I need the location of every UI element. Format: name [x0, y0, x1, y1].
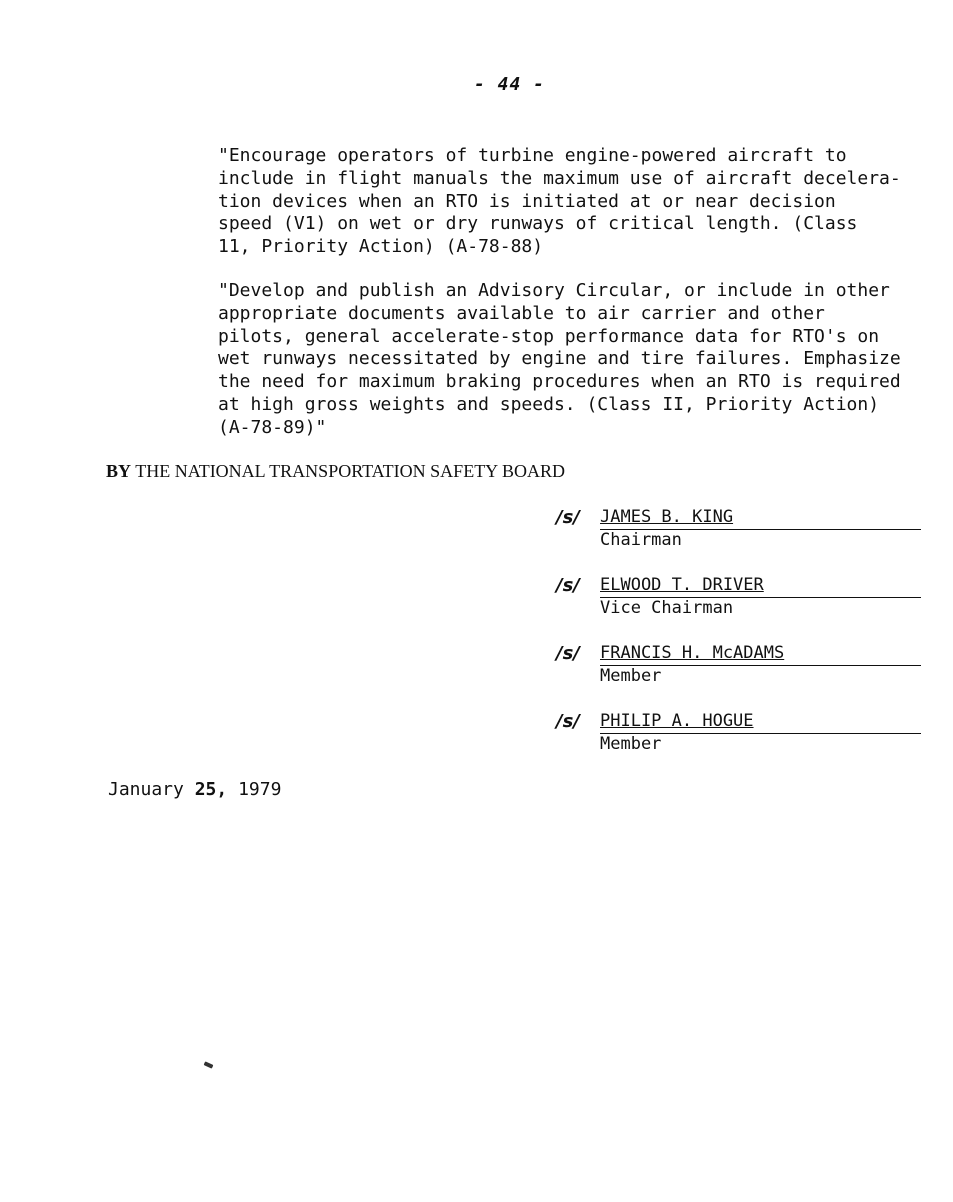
signature-mark: /s/ [556, 711, 580, 732]
text-line: wet runways necessitated by engine and tire failures. Emphasize [218, 348, 901, 370]
signature-mark: /s/ [556, 507, 580, 528]
signature-block [556, 507, 921, 553]
signatory-title: Chairman [600, 530, 682, 550]
signature-line [600, 643, 921, 666]
text-line: (A-78-89)" [218, 416, 327, 438]
signature-block [556, 643, 921, 689]
scan-speck [204, 1061, 214, 1068]
text-line: "Encourage operators of turbine engine-powered aircraft to [218, 145, 847, 166]
text-line: pilots, general accelerate-stop performance data for RTO's on [218, 325, 880, 347]
text-line: tion devices when an RTO is initiated at or near decision [218, 190, 836, 212]
recommendation-a-78-88 [218, 145, 948, 259]
signature-line [600, 711, 921, 734]
text-line: appropriate documents available to air carrier and other [218, 302, 825, 324]
signatory-name: FRANCIS H. McADAMS [600, 643, 785, 663]
page-number: - 44 - [474, 74, 546, 95]
signature-mark: /s/ [556, 575, 580, 596]
signatory-title: Member [600, 666, 662, 686]
date-year: 1979 [238, 779, 282, 800]
text-line: "Develop and publish an Advisory Circular, or include in other [218, 280, 890, 301]
signatory-title: Member [600, 734, 662, 754]
signatory-name: ELWOOD T. DRIVER [600, 575, 764, 595]
recommendation-a-78-89 [218, 280, 948, 440]
signatory-name: PHILIP A. HOGUE [600, 711, 754, 731]
text-line: 11, Priority Action) (A-78-88) [218, 236, 544, 258]
signature-line [600, 507, 921, 530]
board-by: BY [106, 461, 132, 481]
document-date [108, 779, 281, 800]
signature-mark: /s/ [556, 643, 580, 664]
text-line: include in flight manuals the maximum use of aircraft decelera- [218, 167, 901, 189]
signatory-name: JAMES B. KING [600, 507, 734, 527]
text-line: speed (V1) on wet or dry runways of critical length. (Class [218, 213, 858, 235]
text-line: at high gross weights and speeds. (Class II, Priority Action) [218, 393, 880, 415]
signature-line [600, 575, 921, 598]
signatory-title: Vice Chairman [600, 598, 734, 618]
date-day: 25, [194, 779, 228, 800]
signature-block [556, 711, 921, 757]
board-name: THE NATIONAL TRANSPORTATION SAFETY BOARD [135, 461, 566, 481]
board-attribution [106, 461, 565, 482]
text-line: the need for maximum braking procedures when an RTO is required [218, 371, 901, 393]
signature-block [556, 575, 921, 621]
date-month: January [108, 779, 184, 800]
